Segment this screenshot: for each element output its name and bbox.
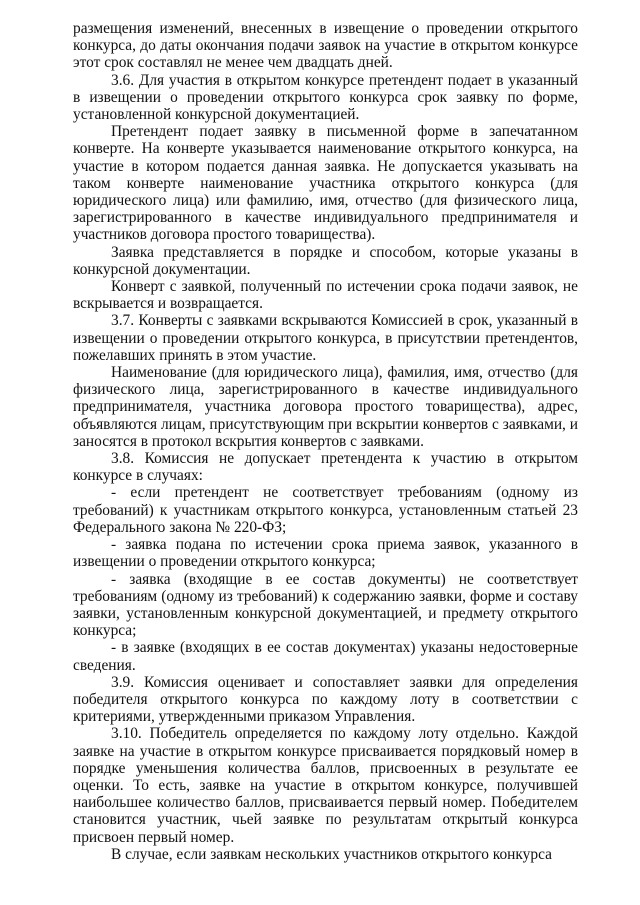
paragraph-tie-case: В случае, если заявкам нескольких участников открытого конкурса bbox=[111, 845, 552, 863]
paragraph-announcement: Наименование (для юридического лица), фамилия, имя, отчество (для физического лица, зарегистрированного в качестве индивидуального предпринимателя, участника договора простого товарищества), адрес, объявляются лицам, присутствующим при вскрытии конвертов с заявками, и заносятся в протокол вскрытия конвертов с заявками. bbox=[73, 364, 578, 450]
paragraph-submission-order: Заявка представляется в порядке и способом, которые указаны в конкурсной документации. bbox=[73, 243, 578, 278]
paragraph-late-envelope: Конверт с заявкой, полученный по истечении срока подачи заявок, не вскрывается и возвращается. bbox=[73, 278, 578, 313]
paragraph-3-8: 3.8. Комиссия не допускает претендента к участию в открытом конкурсе в случаях: bbox=[73, 450, 578, 485]
list-item-late-submission: - заявка подана по истечении срока приема заявок, указанного в извещении о проведении открытого конкурса; bbox=[73, 536, 578, 571]
list-item-false-info: - в заявке (входящих в ее состав документах) указаны недостоверные сведения. bbox=[73, 639, 578, 674]
list-item-noncompliance: - заявка (входящие в ее состав документы) не соответствует требованиям (одному из требований) к содержанию заявки, форме и составу заявки, установленным конкурсной документацией, и предмету открытого конкурса; bbox=[73, 570, 578, 640]
paragraph-3-10: 3.10. Победитель определяется по каждому лоту отдельно. Каждой заявке на участие в открытом конкурсе присваивается порядковый номер в порядке уменьшения количества баллов, присвоенных в результате ее оценки. То есть, заявке на участие в открытом конкурсе, получившей наибольшее количество баллов, присваивается первый номер. Победителем становится участник, чьей заявке по результатам открытый конкурса присвоен первый номер. bbox=[73, 725, 578, 846]
paragraph-continuation: размещения изменений, внесенных в извещение о проведении открытого конкурса, до даты окончания подачи заявок на участие в открытом конкурсе этот срок составлял не менее чем двадцать дней. bbox=[73, 20, 578, 72]
paragraph-3-7: 3.7. Конверты с заявками вскрываются Комиссией в срок, указанный в извещении о проведении открытого конкурса, в присутствии претендентов, пожелавших принять в этом участие. bbox=[73, 312, 578, 364]
paragraph-3-6: 3.6. Для участия в открытом конкурсе претендент подает в указанный в извещении о проведении открытого конкурса срок заявку по форме, установленной конкурсной документацией. bbox=[73, 71, 578, 124]
document-page bbox=[73, 20, 578, 863]
paragraph-envelope: Претендент подает заявку в письменной форме в запечатанном конверте. На конверте указывается наименование открытого конкурса, на участие в котором подается данная заявка. Не допускается указывать на таком конверте наименование участника открытого конкурса (для юридического лица) или фамилию, имя, отчество (для физического лица, зарегистрированного в качестве индивидуального предпринимателя и участников договора простого товарищества). bbox=[73, 123, 578, 244]
list-item-requirements: - если претендент не соответствует требованиям (одному из требований) к участникам открытого конкурса, установленным статьей 23 Федерального закона № 220-ФЗ; bbox=[73, 484, 578, 536]
paragraph-3-9: 3.9. Комиссия оценивает и сопоставляет заявки для определения победителя открытого конкурса по каждому лоту в соответствии с критериями, утвержденными приказом Управления. bbox=[73, 673, 578, 726]
